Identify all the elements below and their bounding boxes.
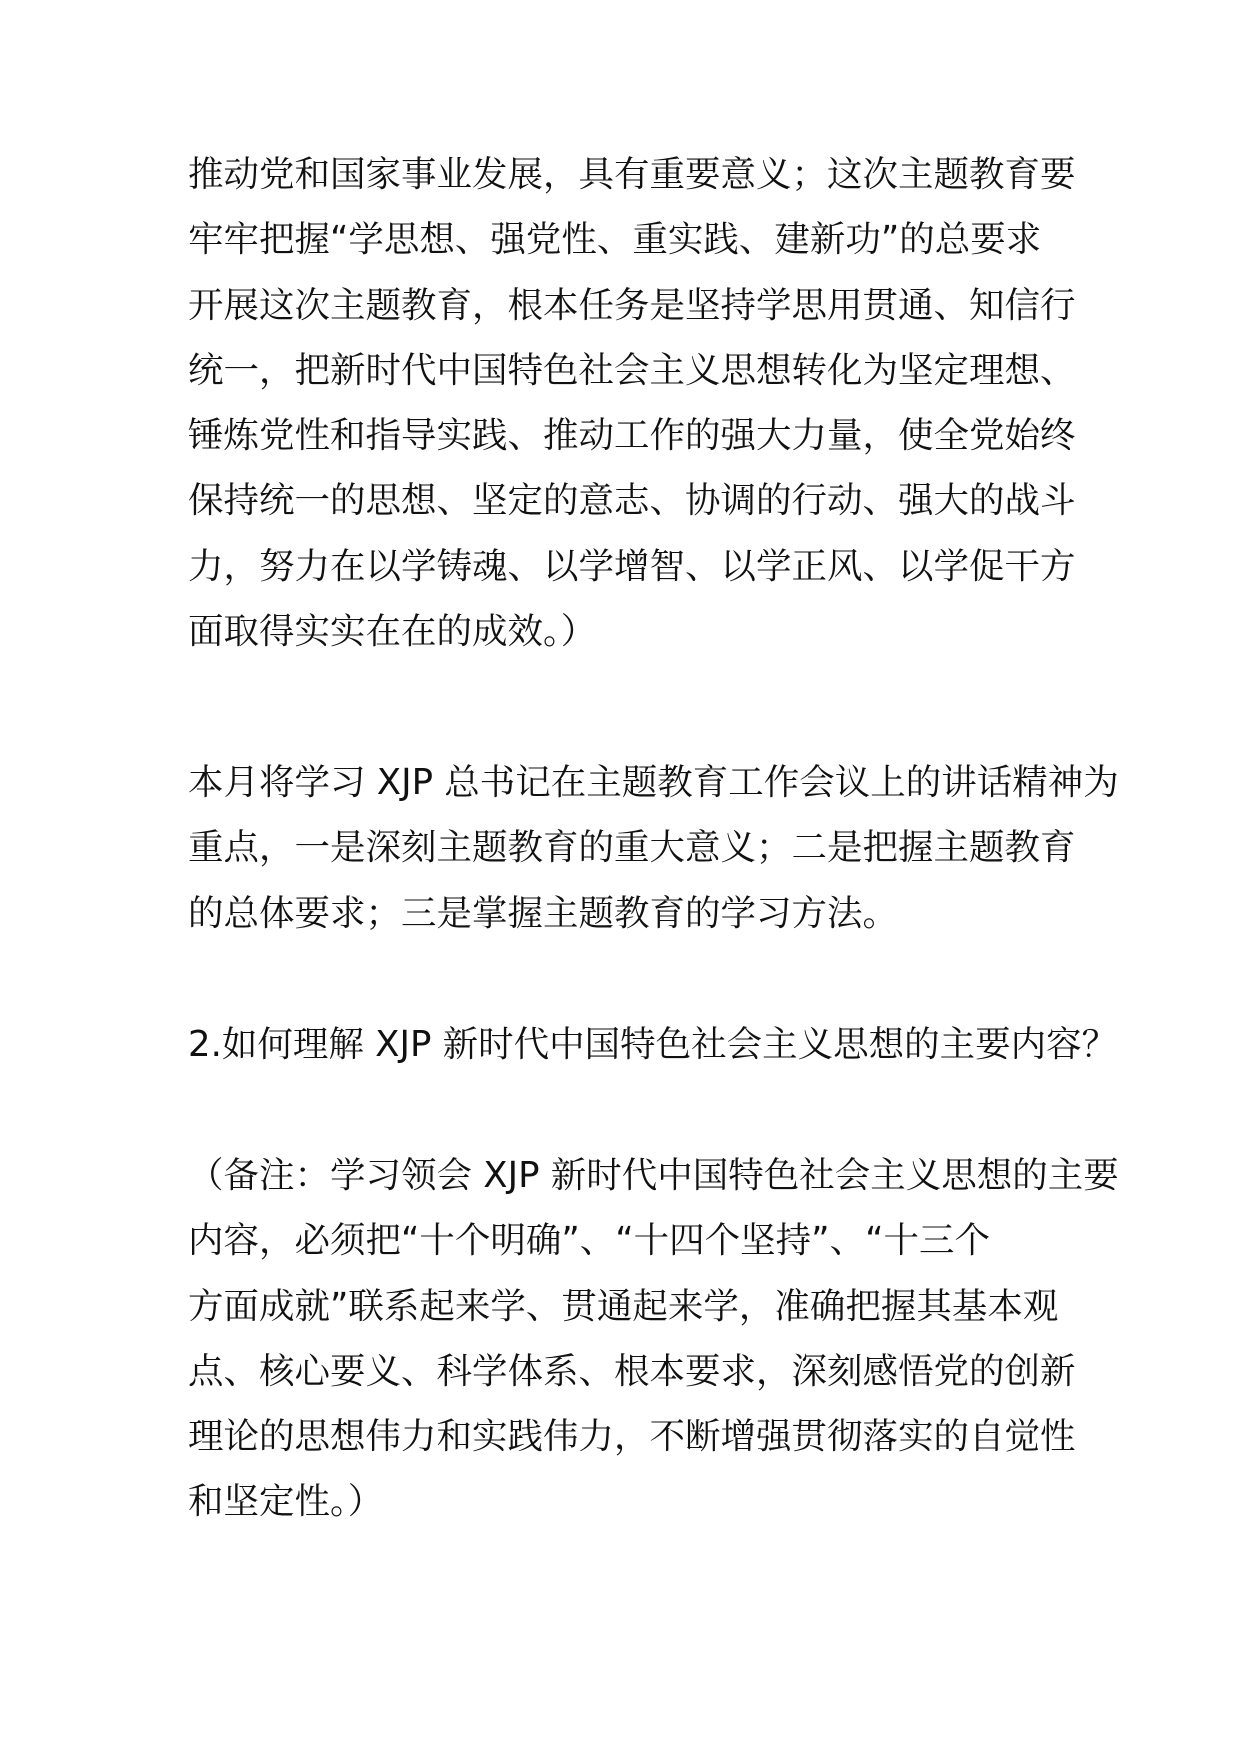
text-line: 面取得实实在在的成效。） (188, 611, 597, 653)
text-line: 方面成就”联系起来学、贯通起来学，准确把握其基本观 (188, 1285, 1059, 1327)
paragraph-remarks (188, 1143, 1119, 1535)
text-line: 锤炼党性和指导实践、推动工作的强大力量，使全党始终 (188, 415, 1076, 457)
question-text: 2.如何理解 XJP 新时代中国特色社会主义思想的主要内容？ (188, 1024, 1118, 1065)
text-line: 开展这次主题教育，根本任务是坚持学思用贯通、知信行 (188, 284, 1076, 326)
text-line: 点、核心要义、科学体系、根本要求，深刻感悟党的创新 (188, 1350, 1076, 1392)
text-line: 本月将学习 XJP 总书记在主题教育工作会议上的讲话精神为 (188, 762, 1119, 803)
paragraph-theme-education-significance (188, 142, 1076, 664)
text-line: 理论的思想伟力和实践伟力，不断增强贯彻落实的自觉性 (188, 1416, 1076, 1458)
text-line: 牢牢把握“学思想、强党性、重实践、建新功”的总要求 (188, 219, 1042, 261)
text-line: （备注：学习领会 XJP 新时代中国特色社会主义思想的主要 (188, 1155, 1119, 1196)
text-line: 重点，一是深刻主题教育的重大意义；二是把握主题教育 (188, 827, 1076, 869)
text-line: 推动党和国家事业发展，具有重要意义；这次主题教育要 (188, 154, 1076, 195)
text-line: 和坚定性。） (188, 1481, 384, 1523)
paragraph-monthly-study-focus (188, 750, 1119, 946)
text-line: 保持统一的思想、坚定的意志、协调的行动、强大的战斗 (188, 480, 1076, 522)
text-line: 力，努力在以学铸魂、以学增智、以学正风、以学促干方 (188, 545, 1076, 587)
text-line: 的总体要求；三是掌握主题教育的学习方法。 (188, 892, 899, 934)
text-line: 内容，必须把“十个明确”、“十四个坚持”、“十三个 (188, 1220, 990, 1262)
text-line: 统一，把新时代中国特色社会主义思想转化为坚定理想、 (188, 349, 1076, 391)
question-heading (188, 1012, 1118, 1077)
